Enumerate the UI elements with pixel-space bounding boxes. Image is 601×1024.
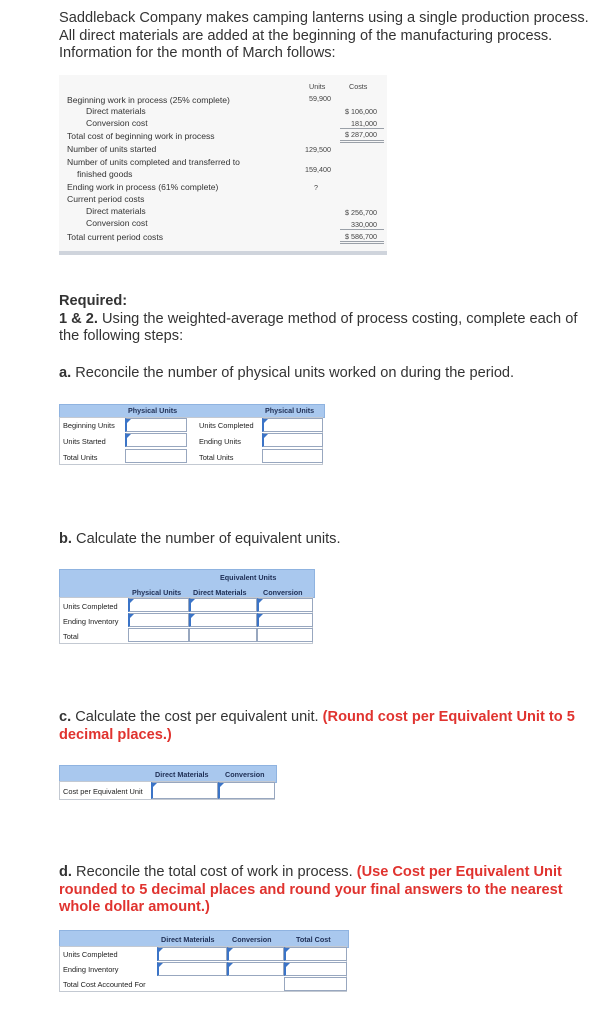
cost-per-unit-conversion-input[interactable] [218, 782, 275, 799]
info-row-label: Number of units started [67, 144, 157, 154]
part-d-row-label: Ending Inventory [63, 965, 119, 974]
info-row-cost: 330,000 [351, 220, 377, 229]
total-units-left-input[interactable] [125, 449, 187, 463]
info-row-label: Beginning work in process (25% complete) [67, 95, 230, 105]
part-b-col-conversion: Conversion [263, 588, 303, 597]
units-completed-physical-input[interactable] [128, 598, 189, 612]
total-units-right-input[interactable] [262, 449, 323, 463]
total-materials-input[interactable] [189, 628, 257, 642]
part-d-col-materials: Direct Materials [161, 935, 215, 944]
info-row-label: Current period costs [67, 194, 145, 204]
cost-per-unit-materials-input[interactable] [151, 782, 218, 799]
part-d-row-label: Units Completed [63, 950, 118, 959]
beginning-units-input[interactable] [125, 418, 187, 432]
info-row-cost: $ 586,700 [345, 232, 377, 241]
part-a-prefix: a. [59, 365, 72, 381]
part-d-col-conversion: Conversion [232, 935, 272, 944]
info-row-cost: 181,000 [351, 119, 377, 128]
info-row-label: Conversion cost [86, 118, 148, 128]
total-conversion-input[interactable] [257, 628, 313, 642]
part-b-instruction [59, 531, 589, 549]
total-physical-input[interactable] [128, 628, 189, 642]
info-row-label: finished goods [77, 169, 133, 179]
part-b-prefix: b. [59, 531, 72, 547]
part-b-row-label: Units Completed [63, 602, 118, 611]
part-d-note: (Use Cost per Equivalent Unit rounded to 5 decimal places and round your final answers to the nearest whole dollar amount.) [59, 864, 563, 915]
part-d-col-total: Total Cost [296, 935, 331, 944]
part-c-row-label: Cost per Equivalent Unit [63, 787, 143, 796]
info-row-units: 129,500 [305, 145, 331, 154]
info-row-units: 159,400 [305, 165, 331, 174]
ending-conversion-cost-input[interactable] [227, 962, 284, 976]
ending-inventory-conversion-input[interactable] [257, 613, 313, 627]
part-d-prefix: d. [59, 864, 72, 880]
part-a-instruction [59, 365, 589, 383]
info-row-label: Ending work in process (61% complete) [67, 182, 219, 192]
info-row-label: Conversion cost [86, 218, 148, 228]
info-row-cost: $ 256,700 [345, 208, 377, 217]
required-prefix: 1 & 2. [59, 310, 98, 327]
ending-units-input[interactable] [262, 433, 323, 447]
units-completed-input[interactable] [262, 418, 323, 432]
part-c-instruction [59, 709, 589, 744]
part-b-col-materials: Direct Materials [193, 588, 247, 597]
part-b-row-label: Total [63, 632, 79, 641]
part-a-left-label: Units Started [63, 437, 106, 446]
info-col-costs: Costs [349, 82, 368, 91]
part-c-col-conversion: Conversion [225, 770, 265, 779]
ending-inventory-materials-input[interactable] [189, 613, 257, 627]
info-row-units: ? [314, 183, 318, 192]
required-heading: Required: [59, 293, 128, 309]
part-a-left-label: Beginning Units [63, 421, 115, 430]
units-completed-materials-input[interactable] [189, 598, 257, 612]
part-d-text: Reconcile the total cost of work in process. [71, 864, 357, 880]
part-b-row-label: Ending Inventory [63, 617, 119, 626]
completed-total-cost-input[interactable] [284, 947, 347, 961]
part-a-left-label: Total Units [63, 453, 98, 462]
required-section [59, 293, 589, 346]
info-row-cost: $ 287,000 [345, 130, 377, 139]
info-row-label: Total cost of beginning work in process [67, 131, 215, 141]
info-row-units: 59,900 [309, 94, 331, 103]
info-row-label: Direct materials [86, 206, 146, 216]
ending-inventory-physical-input[interactable] [128, 613, 189, 627]
part-c-text: Calculate the cost per equivalent unit. [71, 709, 323, 725]
ending-materials-cost-input[interactable] [157, 962, 227, 976]
info-col-units: Units [309, 82, 326, 91]
info-row-label: Total current period costs [67, 232, 164, 242]
total-cost-accounted-input[interactable] [284, 977, 347, 991]
completed-materials-cost-input[interactable] [157, 947, 227, 961]
ending-total-cost-input[interactable] [284, 962, 347, 976]
info-row-cost: $ 106,000 [345, 107, 377, 116]
required-text: Using the weighted-average method of process costing, complete each of the following steps: [59, 310, 578, 344]
part-b-col-physical: Physical Units [132, 588, 182, 597]
part-a-right-header: Physical Units [265, 406, 315, 415]
completed-conversion-cost-input[interactable] [227, 947, 284, 961]
info-row-label: Direct materials [86, 106, 146, 116]
part-b-text: Calculate the number of equivalent units. [71, 531, 341, 547]
part-d-instruction [59, 864, 589, 917]
info-table [59, 75, 387, 255]
intro-text: Saddleback Company makes camping lanterns using a single production process. All direct materials are added at the beginning of the manufacturing process. Information for the month of March follows: [59, 10, 589, 61]
part-a-right-label: Units Completed [199, 421, 254, 430]
part-c-prefix: c. [59, 709, 72, 725]
part-c-note: (Round cost per Equivalent Unit to 5 decimal places.) [59, 709, 575, 743]
part-d-row-label: Total Cost Accounted For [63, 980, 146, 989]
units-completed-conversion-input[interactable] [257, 598, 313, 612]
part-b-group-header: Equivalent Units [220, 573, 277, 582]
units-started-input[interactable] [125, 433, 187, 447]
part-a-left-header: Physical Units [128, 406, 178, 415]
part-c-col-materials: Direct Materials [155, 770, 209, 779]
part-a-text: Reconcile the number of physical units worked on during the period. [71, 365, 515, 381]
info-row-label: Number of units completed and transferred to [67, 157, 240, 167]
part-a-right-label: Ending Units [199, 437, 241, 446]
part-a-right-label: Total Units [199, 453, 234, 462]
